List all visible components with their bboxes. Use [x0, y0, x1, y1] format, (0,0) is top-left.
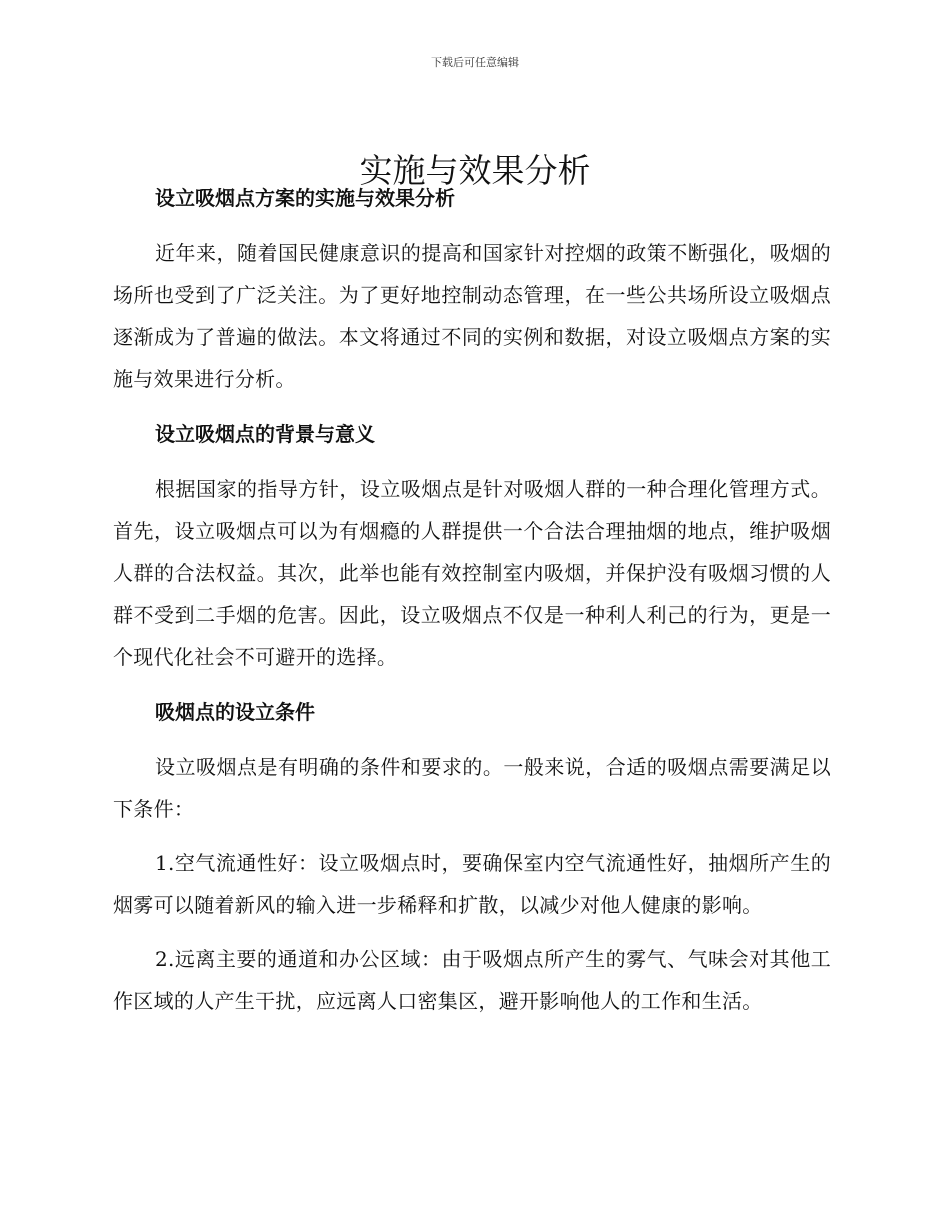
- paragraph: 近年来，随着国民健康意识的提高和国家针对控烟的政策不断强化，吸烟的场所也受到了广泛关注。为了更好地控制动态管理，在一些公共场所设立吸烟点逐渐成为了普遍的做法。本文将通过不同的实例和数据，对设立吸烟点方案的实施与效果进行分析。: [113, 241, 831, 391]
- section-heading: 设立吸烟点的背景与意义: [155, 422, 375, 446]
- paragraph: 根据国家的指导方针，设立吸烟点是针对吸烟人群的一种合理化管理方式。首先，设立吸烟点可以为有烟瘾的人群提供一个合法合理抽烟的地点，维护吸烟人群的合法权益。其次，此举也能有效控制室内吸烟，并保护没有吸烟习惯的人群不受到二手烟的危害。因此，设立吸烟点不仅是一种利人利己的行为，更是一个现代化社会不可避开的选择。: [113, 477, 831, 669]
- paragraph: 设立吸烟点是有明确的条件和要求的。一般来说，合适的吸烟点需要满足以下条件：: [113, 755, 831, 821]
- list-item: 2.远离主要的通道和办公区域：由于吸烟点所产生的雾气、气味会对其他工作区域的人产生干扰，应远离人口密集区，避开影响他人的工作和生活。: [113, 947, 831, 1013]
- header-note: 下载后可任意编辑: [431, 56, 519, 69]
- list-item: 1.空气流通性好：设立吸烟点时，要确保室内空气流通性好，抽烟所产生的烟雾可以随着新风的输入进一步稀释和扩散，以减少对他人健康的影响。: [113, 851, 831, 917]
- section-heading: 设立吸烟点方案的实施与效果分析: [155, 186, 455, 210]
- document-body: [113, 178, 831, 1022]
- section-heading: 吸烟点的设立条件: [155, 700, 315, 724]
- page-title: 实施与效果分析: [359, 151, 591, 191]
